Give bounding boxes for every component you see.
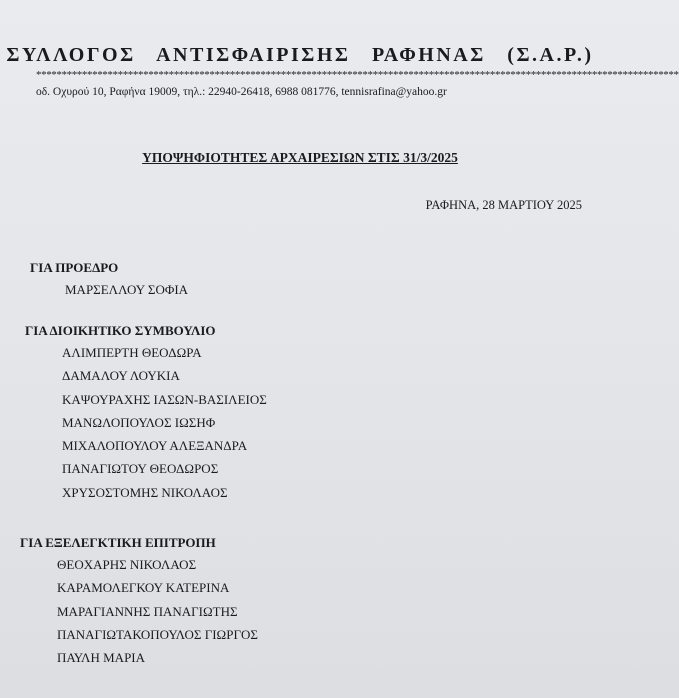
candidate-name: ΧΡΥΣΟΣΤΟΜΗΣ ΝΙΚΟΛΑΟΣ (62, 484, 228, 500)
organization-name: ΣΥΛΛΟΓΟΣ ΑΝΤΙΣΦΑΙΡΙΣΗΣ ΡΑΦΗΝΑΣ (Σ.Α.Ρ.) (6, 44, 594, 66)
candidate-name: ΑΛΙΜΠΕΡΤΗ ΘΕΟΔΩΡΑ (62, 345, 202, 360)
candidate-name: ΠΑΝΑΓΙΩΤΑΚΟΠΟΥΛΟΣ ΓΙΩΡΓΟΣ (57, 626, 258, 642)
organization-address: οδ. Οχυρού 10, Ραφήνα 19009, τηλ.: 22940-26418, 6988 081776, tennisrafina@yahoo.gr (36, 86, 447, 98)
candidate-name: ΘΕΟΧΑΡΗΣ ΝΙΚΟΛΑΟΣ (57, 557, 197, 572)
candidate-name: ΜΑΝΩΛΟΠΟΥΛΟΣ ΙΩΣΗΦ (62, 414, 216, 430)
letterhead-asterisk-rule: ****************************************************************************************************************************** (36, 69, 679, 81)
board-candidate-list (62, 341, 267, 504)
candidate-name: ΜΑΡΣΕΛΛΟΥ ΣΟΦΙΑ (65, 282, 189, 297)
document-title: ΥΠΟΨΗΦΙΟΤΗΤΕΣ ΑΡΧΑΙΡΕΣΙΩΝ ΣΤΙΣ 31/3/2025 (142, 150, 458, 165)
president-section-heading: ΓΙΑ ΠΡΟΕΔΡΟ (30, 260, 119, 275)
board-section-heading: ΓΙΑ ΔΙΟΙΚΗΤΙΚΟ ΣΥΜΒΟΥΛΙΟ (25, 323, 216, 338)
place-and-date: ΡΑΦΗΝΑ, 28 ΜΑΡΤΙΟΥ 2025 (425, 198, 582, 212)
audit-section-heading: ΓΙΑ ΕΞΕΛΕΓΚΤΙΚΗ ΕΠΙΤΡΟΠΗ (20, 535, 216, 550)
candidate-name: ΚΑΨΟΥΡΑΧΗΣ ΙΑΣΩΝ-ΒΑΣΙΛΕΙΟΣ (62, 391, 267, 407)
audit-candidate-list (57, 553, 258, 669)
candidate-name: ΔΑΜΑΛΟΥ ΛΟΥΚΙΑ (62, 368, 180, 384)
candidate-name: ΚΑΡΑΜΟΛΕΓΚΟΥ ΚΑΤΕΡΙΝΑ (57, 580, 230, 596)
candidate-name: ΜΙΧΑΛΟΠΟΥΛΟΥ ΑΛΕΞΑΝΔΡΑ (62, 438, 248, 454)
president-candidate-list (65, 278, 188, 301)
candidate-name: ΜΑΡΑΓΙΑΝΝΗΣ ΠΑΝΑΓΙΩΤΗΣ (57, 603, 238, 619)
candidate-name: ΠΑΝΑΓΙΩΤΟΥ ΘΕΟΔΩΡΟΣ (62, 461, 219, 477)
candidate-name: ΠΑΥΛΗ ΜΑΡΙΑ (57, 650, 146, 666)
